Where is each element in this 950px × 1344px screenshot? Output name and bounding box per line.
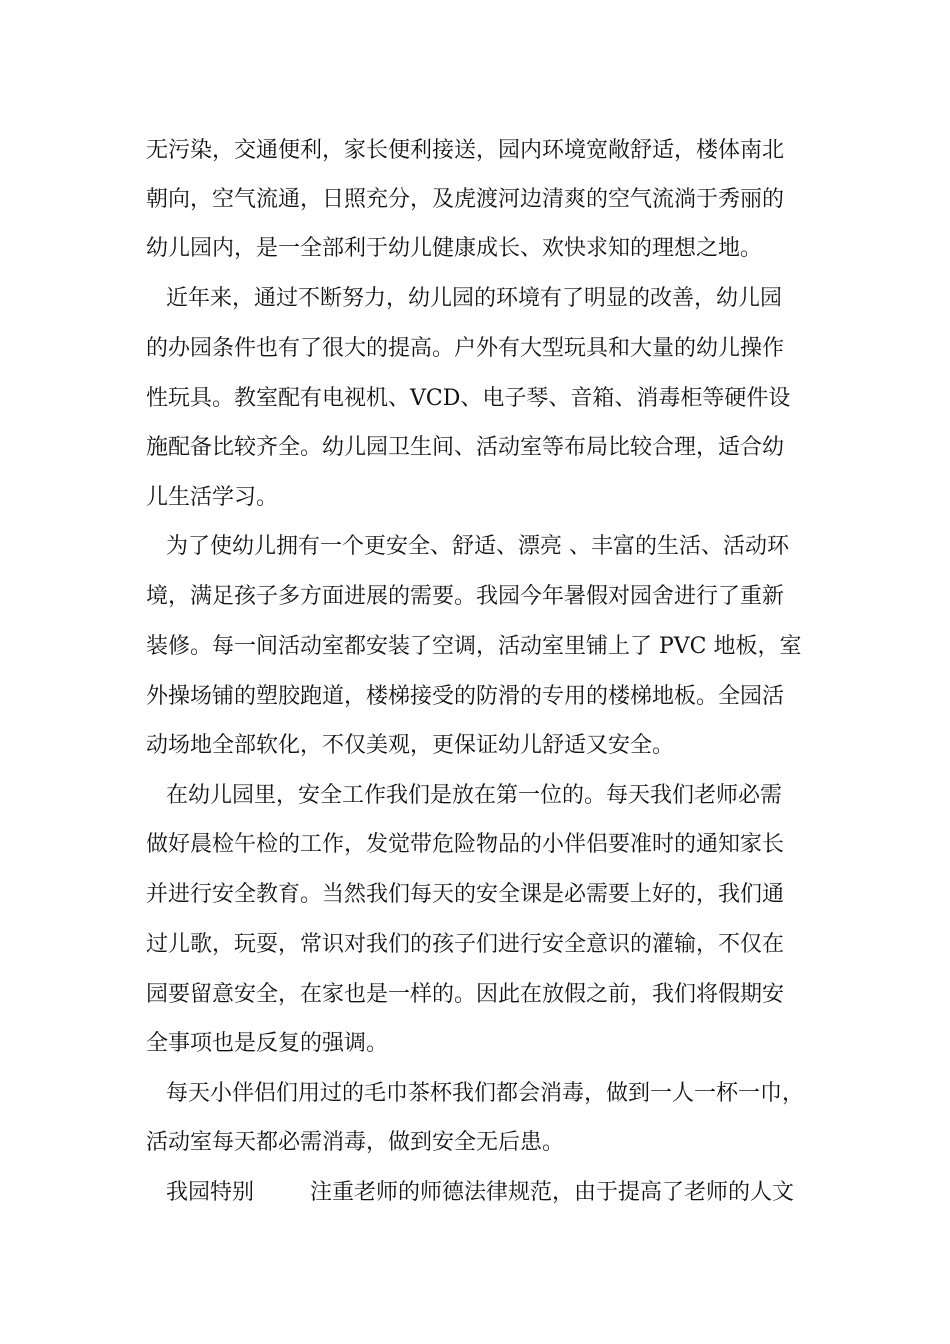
paragraph-line: 境，满足孩子多方面进展的需要。我园今年暑假对园舍进行了重新 bbox=[146, 584, 785, 609]
paragraph-line: 外操场铺的塑胶跑道，楼梯接受的防滑的专用的楼梯地板。全园活 bbox=[146, 684, 785, 709]
paragraph-line: 过儿歌，玩耍，常识对我们的孩子们进行安全意识的灌输，不仅在 bbox=[146, 932, 785, 957]
paragraph-line: 动场地全部软化，不仅美观，更保证幼儿舒适又安全。 bbox=[146, 733, 675, 758]
paragraph-line: 装修。每一间活动室都安装了空调，活动室里铺上了 PVC 地板，室 bbox=[146, 634, 802, 659]
paragraph-line: 并进行安全教育。当然我们每天的安全课是必需要上好的，我们通 bbox=[146, 882, 785, 907]
paragraph-line: 的办园条件也有了很大的提高。户外有大型玩具和大量的幼儿操作 bbox=[146, 336, 785, 361]
paragraph-line: 幼儿园内，是一全部利于幼儿健康成长、欢快求知的理想之地。 bbox=[146, 236, 763, 261]
paragraph-first-line: 每天小伴侣们用过的毛巾茶杯我们都会消毒，做到一人一杯一巾， bbox=[166, 1081, 805, 1106]
paragraph-first-line: 近年来，通过不断努力，幼儿园的环境有了明显的改善，幼儿园 bbox=[166, 286, 783, 311]
paragraph-line: 无污染，交通便利，家长便利接送，园内环境宽敞舒适，楼体南北 bbox=[146, 138, 785, 163]
paragraph-line: 活动室每天都必需消毒，做到安全无后患。 bbox=[146, 1130, 565, 1155]
paragraph-line: 做好晨检午检的工作，发觉带危险物品的小伴侣要准时的通知家长 bbox=[146, 832, 785, 857]
paragraph-first-line: 我园特别 注重老师的师德法律规范，由于提高了老师的人文 bbox=[166, 1180, 794, 1205]
paragraph-first-line: 在幼儿园里，安全工作我们是放在第一位的。每天我们老师必需 bbox=[166, 783, 783, 808]
paragraph-line: 园要留意安全，在家也是一样的。因此在放假之前，我们将假期安 bbox=[146, 982, 785, 1007]
paragraph-line: 朝向，空气流通，日照充分，及虎渡河边清爽的空气流淌于秀丽的 bbox=[146, 187, 785, 212]
paragraph-first-line: 为了使幼儿拥有一个更安全、舒适、漂亮 、丰富的生活、活动环 bbox=[166, 534, 789, 559]
paragraph-line: 性玩具。教室配有电视机、VCD、电子琴、音箱、消毒柜等硬件设 bbox=[146, 386, 791, 411]
paragraph-line: 儿生活学习。 bbox=[146, 485, 279, 510]
paragraph-line: 施配备比较齐全。幼儿园卫生间、活动室等布局比较合理，适合幼 bbox=[146, 435, 785, 460]
paragraph-line: 全事项也是反复的强调。 bbox=[146, 1031, 389, 1056]
